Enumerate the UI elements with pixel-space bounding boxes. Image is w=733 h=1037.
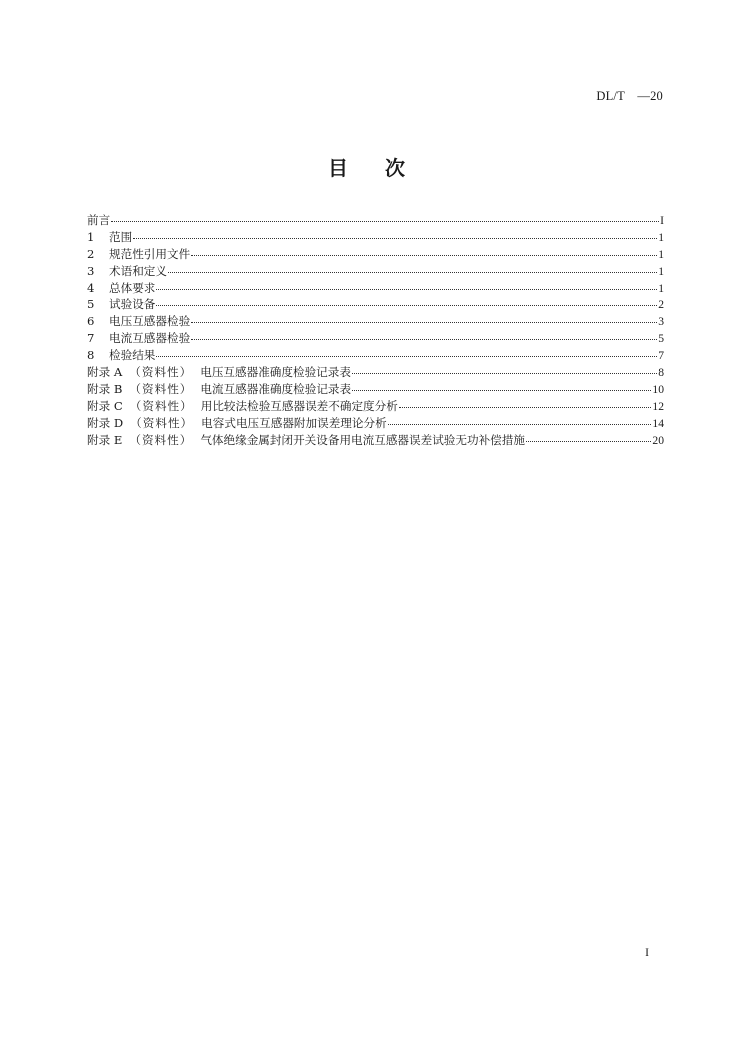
toc-number: 6 <box>87 314 95 329</box>
appendix-type: （资料性） <box>129 365 193 380</box>
toc-label: 总体要求 <box>109 280 156 295</box>
page-number: I <box>645 946 649 959</box>
toc-label: 前言 <box>87 213 111 227</box>
toc-label: 检验结果 <box>109 348 156 363</box>
appendix-prefix: 附录 E <box>87 432 123 447</box>
dot-leader <box>526 440 651 442</box>
dot-leader <box>388 423 652 425</box>
toc-item-2[interactable] <box>87 246 664 263</box>
toc-item-8[interactable] <box>87 347 664 364</box>
toc-item-preface[interactable] <box>87 212 664 229</box>
toc-page: 20 <box>652 433 664 447</box>
dot-leader <box>133 237 657 239</box>
toc-page: 14 <box>652 416 664 430</box>
toc-number: 1 <box>87 229 95 244</box>
toc-page: 7 <box>658 349 664 363</box>
dot-leader <box>156 304 657 306</box>
dot-leader <box>191 321 657 323</box>
toc-number: 4 <box>87 280 95 295</box>
standard-code: DL/T —20 <box>596 89 663 103</box>
toc-page: 5 <box>658 332 664 346</box>
appendix-prefix: 附录 B <box>87 381 123 396</box>
toc-label: 试验设备 <box>109 297 156 312</box>
toc-item-6[interactable] <box>87 313 664 330</box>
toc-label: 用比较法检验互感器误差不确定度分析 <box>200 398 398 413</box>
toc-item-3[interactable] <box>87 263 664 280</box>
toc-page: 3 <box>658 315 664 329</box>
appendix-type: （资料性） <box>129 432 193 447</box>
toc-page: 1 <box>658 230 664 244</box>
toc-appendix-a[interactable] <box>87 364 664 381</box>
toc-page: 1 <box>658 281 664 295</box>
toc-page: 1 <box>658 264 664 278</box>
appendix-prefix: 附录 C <box>87 398 123 413</box>
toc-number: 3 <box>87 263 95 278</box>
dot-leader <box>191 254 657 256</box>
toc-label: 电压互感器检验 <box>109 314 191 329</box>
toc-number: 5 <box>87 297 95 312</box>
toc-appendix-e[interactable] <box>87 432 664 449</box>
appendix-type: （资料性） <box>129 398 193 413</box>
toc-page: 1 <box>658 247 664 261</box>
toc-item-1[interactable] <box>87 229 664 246</box>
appendix-prefix: 附录 A <box>87 365 123 380</box>
appendix-type: （资料性） <box>129 381 193 396</box>
toc-item-5[interactable] <box>87 296 664 313</box>
dot-leader <box>168 271 657 273</box>
toc-item-4[interactable] <box>87 280 664 297</box>
appendix-prefix: 附录 D <box>87 415 124 430</box>
table-of-contents <box>87 212 664 448</box>
dot-leader <box>156 355 657 357</box>
dot-leader <box>352 372 657 374</box>
toc-label: 电容式电压互感器附加误差理论分析 <box>201 415 387 430</box>
toc-label: 术语和定义 <box>109 263 167 278</box>
toc-appendix-c[interactable] <box>87 398 664 415</box>
toc-appendix-b[interactable] <box>87 381 664 398</box>
toc-number: 8 <box>87 348 95 363</box>
dot-leader <box>399 406 652 408</box>
toc-label: 范围 <box>109 229 133 244</box>
toc-label: 电压互感器准确度检验记录表 <box>200 365 351 380</box>
toc-appendix-d[interactable] <box>87 415 664 432</box>
toc-page: I <box>660 214 664 227</box>
toc-page: 10 <box>652 382 664 396</box>
toc-page: 12 <box>652 399 664 413</box>
dot-leader <box>156 288 657 290</box>
toc-label: 气体绝缘金属封闭开关设备用电流互感器误差试验无功补偿措施 <box>200 432 525 447</box>
page-title: 目 次 <box>328 156 405 180</box>
toc-item-7[interactable] <box>87 330 664 347</box>
dot-leader <box>191 338 657 340</box>
toc-number: 2 <box>87 246 95 261</box>
toc-number: 7 <box>87 331 95 346</box>
toc-page: 2 <box>658 298 664 312</box>
toc-page: 8 <box>658 366 664 380</box>
appendix-type: （资料性） <box>130 415 194 430</box>
toc-label: 电流互感器准确度检验记录表 <box>200 381 352 396</box>
dot-leader <box>352 389 651 391</box>
toc-label: 规范性引用文件 <box>109 246 191 261</box>
dot-leader <box>111 220 659 222</box>
toc-label: 电流互感器检验 <box>109 331 191 346</box>
